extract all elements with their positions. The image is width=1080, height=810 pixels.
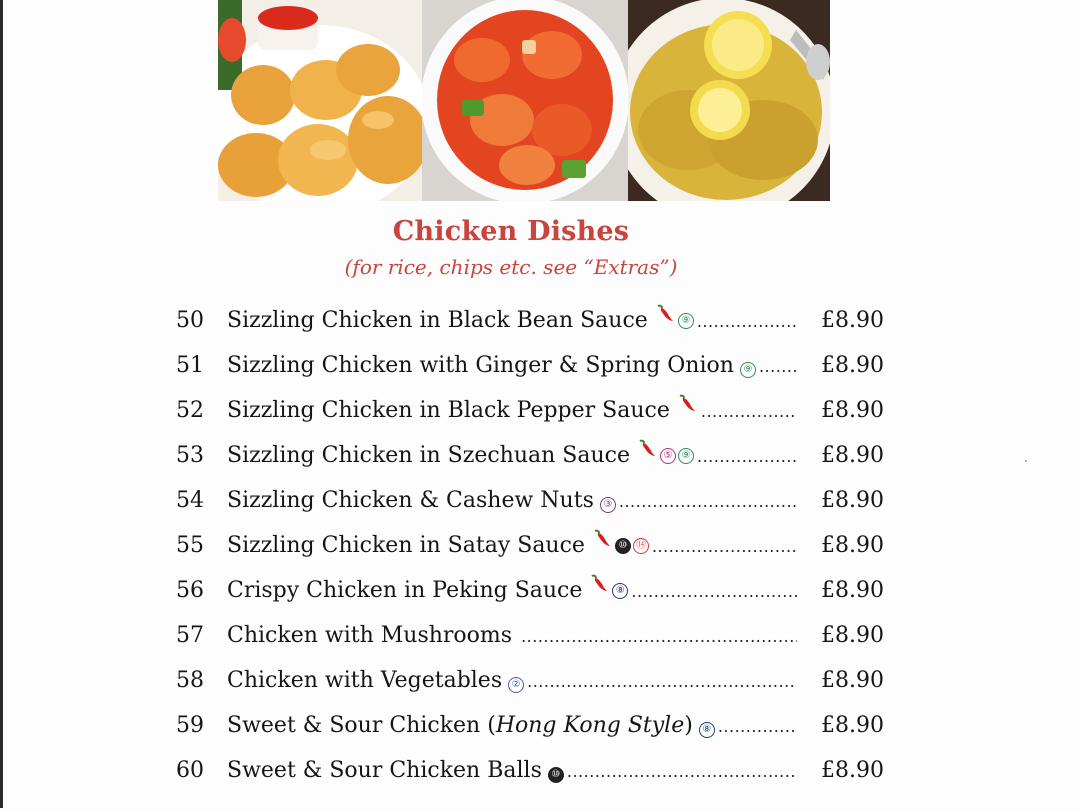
allergen-badge-icon: ⑨ xyxy=(678,448,694,464)
item-name xyxy=(227,533,585,558)
partially-cut-menu-row xyxy=(0,798,1080,810)
item-price: £8.90 xyxy=(821,308,884,333)
item-price: £8.90 xyxy=(821,488,884,513)
section-subtitle: (for rice, chips etc. see “Extras”) xyxy=(344,255,678,279)
item-line xyxy=(227,533,797,558)
item-tags xyxy=(600,497,616,513)
item-line xyxy=(227,668,797,693)
item-number: 60 xyxy=(176,758,204,783)
allergen-badge-icon: ⑨ xyxy=(740,362,756,378)
scan-speck xyxy=(1025,460,1027,462)
item-tags xyxy=(588,578,628,603)
dot-leader xyxy=(718,717,797,736)
menu-item xyxy=(0,570,1080,610)
allergen-badge-icon: ② xyxy=(508,677,524,693)
item-number: 58 xyxy=(176,668,204,693)
item-name xyxy=(227,308,648,333)
item-name-text: Chicken with Mushrooms xyxy=(227,623,513,648)
item-name-text: Sizzling Chicken in Szechuan Sauce xyxy=(227,443,630,468)
item-number: 56 xyxy=(176,578,204,603)
menu-item xyxy=(0,660,1080,700)
item-price: £8.90 xyxy=(821,758,884,783)
menu-item xyxy=(0,480,1080,520)
chili-pepper-icon xyxy=(654,308,676,333)
item-name xyxy=(227,578,582,603)
dot-leader xyxy=(652,537,797,556)
menu-item xyxy=(0,750,1080,790)
item-number: 54 xyxy=(176,488,204,513)
item-name-text: Chicken with Vegetables xyxy=(227,668,503,693)
item-name xyxy=(227,488,594,513)
menu-item xyxy=(0,615,1080,655)
item-price: £8.90 xyxy=(821,443,884,468)
menu-item xyxy=(0,390,1080,430)
chili-pepper-icon xyxy=(676,398,698,423)
allergen-badge-icon: ⑧ xyxy=(699,722,715,738)
menu-item xyxy=(0,300,1080,340)
item-number: 59 xyxy=(176,713,204,738)
dot-leader xyxy=(701,402,797,421)
item-number: 55 xyxy=(176,533,204,558)
item-price: £8.90 xyxy=(821,578,884,603)
item-name-text: Sizzling Chicken with Ginger & Spring Onion xyxy=(227,353,734,378)
item-price: £8.90 xyxy=(821,398,884,423)
item-line xyxy=(227,488,797,513)
photo-strip xyxy=(218,0,830,201)
allergen-badge-icon: ⑩ xyxy=(615,538,631,554)
item-line xyxy=(227,713,797,738)
lemon-chicken-photo xyxy=(628,0,830,201)
item-price: £8.90 xyxy=(821,353,884,378)
item-price: £8.90 xyxy=(821,713,884,738)
dot-leader xyxy=(567,762,797,781)
item-name xyxy=(227,443,630,468)
item-line xyxy=(227,578,797,603)
item-name xyxy=(227,623,512,648)
item-line xyxy=(227,353,797,378)
item-name-text: Sweet & Sour Chicken ( xyxy=(227,713,496,738)
item-line xyxy=(227,758,797,783)
item-tags xyxy=(548,767,564,783)
item-tags xyxy=(591,533,649,558)
dot-leader xyxy=(697,447,797,466)
menu-item xyxy=(0,345,1080,385)
sweet-sour-chicken-photo xyxy=(422,0,628,201)
menu-item xyxy=(0,435,1080,475)
item-line xyxy=(227,623,797,648)
section-title: Chicken Dishes xyxy=(392,216,630,247)
menu-item xyxy=(0,525,1080,565)
chili-pepper-icon xyxy=(591,533,613,558)
item-price: £8.90 xyxy=(821,623,884,648)
item-name-text: Sweet & Sour Chicken Balls xyxy=(227,758,542,783)
item-name xyxy=(227,758,542,783)
item-name-tail: ) xyxy=(684,713,693,738)
fried-chicken-balls-photo xyxy=(218,0,422,201)
allergen-badge-icon: ⑧ xyxy=(612,583,628,599)
allergen-badge-icon: ⑩ xyxy=(548,767,564,783)
item-line xyxy=(227,308,797,333)
allergen-badge-icon: ⑨ xyxy=(678,313,694,329)
item-tags xyxy=(699,722,715,738)
item-name xyxy=(227,353,734,378)
allergen-badge-icon: ③ xyxy=(600,497,616,513)
chili-pepper-icon xyxy=(636,443,658,468)
menu-item xyxy=(0,705,1080,745)
item-name-italic: Hong Kong Style xyxy=(495,713,685,738)
chili-pepper-icon xyxy=(588,578,610,603)
item-number: 50 xyxy=(176,308,204,333)
item-line xyxy=(227,398,797,423)
item-tags xyxy=(676,398,698,423)
item-tags xyxy=(740,362,756,378)
item-number: 52 xyxy=(176,398,204,423)
item-line xyxy=(227,443,797,468)
dot-leader xyxy=(527,672,797,691)
allergen-badge-icon: ⑭ xyxy=(633,538,649,554)
item-number: 57 xyxy=(176,623,204,648)
item-name-text: Sizzling Chicken in Black Bean Sauce xyxy=(227,308,648,333)
item-name xyxy=(227,668,502,693)
dot-leader xyxy=(631,582,797,601)
item-number: 53 xyxy=(176,443,204,468)
dot-leader xyxy=(521,627,797,646)
item-name-text: Sizzling Chicken in Satay Sauce xyxy=(227,533,585,558)
item-tags xyxy=(654,308,694,333)
item-price: £8.90 xyxy=(821,668,884,693)
item-name xyxy=(227,713,693,738)
item-name-text: Sizzling Chicken & Cashew Nuts xyxy=(227,488,594,513)
dot-leader xyxy=(619,492,797,511)
item-tags xyxy=(508,677,524,693)
item-name-text: Sizzling Chicken in Black Pepper Sauce xyxy=(227,398,670,423)
dot-leader xyxy=(697,312,797,331)
item-number: 51 xyxy=(176,353,204,378)
item-name xyxy=(227,398,670,423)
item-tags xyxy=(636,443,694,468)
item-price: £8.90 xyxy=(821,533,884,558)
item-name-text: Crispy Chicken in Peking Sauce xyxy=(227,578,583,603)
dot-leader xyxy=(759,357,797,376)
allergen-badge-icon: ⑤ xyxy=(660,448,676,464)
